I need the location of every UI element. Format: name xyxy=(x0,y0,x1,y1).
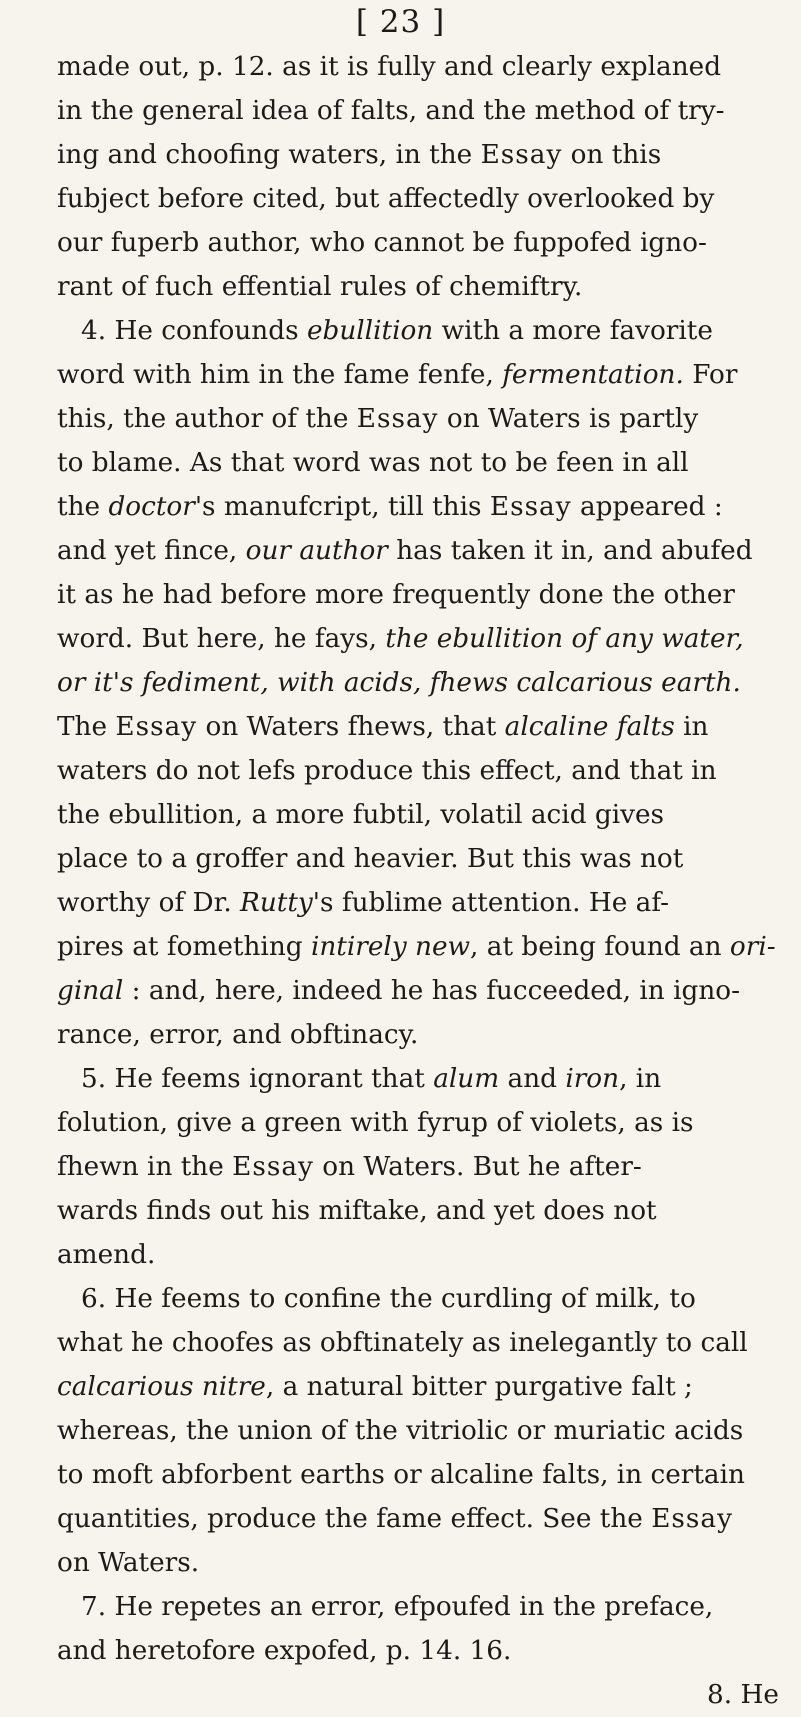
text-span: , a natural bitter purgative falt ; xyxy=(265,1372,693,1402)
text-span: on Waters. But he after- xyxy=(313,1152,642,1182)
italic-text: calcarious nitre xyxy=(57,1372,266,1402)
text-span: pires at fomething xyxy=(57,932,311,962)
text-span: to blame. As that word was not to be feen in all xyxy=(57,448,689,478)
text-span: worthy of Dr. xyxy=(57,888,241,918)
text-line xyxy=(57,89,785,133)
text-span: with a more favorite xyxy=(433,316,713,346)
text-line xyxy=(57,441,785,485)
text-span: the xyxy=(57,492,109,522)
small-caps-text: Essay xyxy=(232,1152,314,1182)
text-line xyxy=(57,1365,785,1409)
page-number: [ 23 ] xyxy=(355,4,446,40)
text-span: The xyxy=(57,712,116,742)
catchword xyxy=(57,1673,785,1717)
text-line xyxy=(57,1541,785,1585)
text-line xyxy=(57,1409,785,1453)
text-span: , in xyxy=(619,1064,662,1094)
text-line xyxy=(57,1189,785,1233)
text-span: in xyxy=(674,712,709,742)
text-line xyxy=(57,1145,785,1189)
text-line xyxy=(57,1101,785,1145)
text-span: in the general idea of falts, and the method of try- xyxy=(57,96,725,126)
text-line xyxy=(57,749,785,793)
text-span: on Waters. xyxy=(57,1548,200,1578)
text-span: and xyxy=(499,1064,566,1094)
italic-text: the ebullition of any water, xyxy=(385,624,744,654)
text-line xyxy=(57,221,785,265)
text-span: folution, give a green with fyrup of violets, as is xyxy=(57,1108,694,1138)
text-span: : and, here, indeed he has fucceeded, in igno- xyxy=(123,976,740,1006)
text-span: made out, p. 12. as it is fully and clearly explaned xyxy=(57,52,722,82)
italic-text: ebullition xyxy=(306,316,434,346)
text-span: it as he had before more frequently done the other xyxy=(57,580,735,610)
text-span: appeared : xyxy=(571,492,723,522)
text-line xyxy=(57,573,785,617)
text-span: and yet fince, xyxy=(57,536,246,566)
text-span: our fuperb author, who cannot be fuppofed igno- xyxy=(57,228,707,258)
italic-text: iron xyxy=(565,1064,620,1094)
italic-text: our author xyxy=(245,536,388,566)
text-span: rant of fuch effential rules of chemiftry. xyxy=(57,272,583,302)
text-span: word. But here, he fays, xyxy=(57,624,386,654)
text-span: wards finds out his miftake, and yet does not xyxy=(57,1196,657,1226)
text-line xyxy=(57,925,785,969)
text-span: , at being found an xyxy=(470,932,730,962)
text-span: quantities, produce the fame effect. See the xyxy=(57,1504,652,1534)
text-span: and heretofore expofed, p. 14. 16. xyxy=(57,1636,512,1666)
text-span: what he choofes as obftinately as inelegantly to call xyxy=(57,1328,748,1358)
italic-text: or it's fediment, with acids, fhews calcarious earth. xyxy=(57,668,741,698)
text-line xyxy=(57,1585,785,1629)
text-span: to moft abforbent earths or alcaline falts, in certain xyxy=(57,1460,745,1490)
text-line xyxy=(57,1233,785,1277)
small-caps-text: Essay xyxy=(115,712,198,742)
text-line xyxy=(57,309,785,353)
text-line xyxy=(57,529,785,573)
text-line xyxy=(57,1629,785,1673)
text-span: 4. He confounds xyxy=(81,316,307,346)
text-line xyxy=(57,969,785,1013)
text-line xyxy=(57,265,785,309)
text-span: has taken it in, and abufed xyxy=(387,536,753,566)
text-line xyxy=(57,133,785,177)
text-span: on Waters is partly xyxy=(438,404,699,434)
text-span: ing and choofing waters, in the xyxy=(57,140,481,170)
text-span: this, the author of the xyxy=(57,404,357,434)
small-caps-text: Essay xyxy=(651,1504,733,1534)
text-span: word with him in the fame fenfe, xyxy=(57,360,503,390)
text-span: on Waters fhews, that xyxy=(197,712,505,742)
italic-text: alum xyxy=(433,1064,500,1094)
text-span: For xyxy=(683,360,738,390)
text-line xyxy=(57,1277,785,1321)
text-line xyxy=(57,353,785,397)
text-span: fhewn in the xyxy=(57,1152,233,1182)
text-line xyxy=(57,1013,785,1057)
text-line xyxy=(57,881,785,925)
text-span: 's manufcript, till this xyxy=(194,492,490,522)
small-caps-text: Essay xyxy=(489,492,572,522)
text-span: 8. He xyxy=(707,1680,779,1710)
text-line xyxy=(57,1057,785,1101)
text-line xyxy=(57,397,785,441)
small-caps-text: Essay xyxy=(356,404,439,434)
text-line xyxy=(57,1321,785,1365)
text-line xyxy=(57,177,785,221)
text-span: amend. xyxy=(57,1240,156,1270)
small-caps-text: Essay xyxy=(480,140,563,170)
text-span: place to a groffer and heavier. But this was not xyxy=(57,844,684,874)
text-line xyxy=(57,793,785,837)
italic-text: fermentation. xyxy=(502,360,684,390)
text-line xyxy=(57,617,785,661)
text-span: on this xyxy=(562,140,662,170)
italic-text: Rutty xyxy=(240,888,313,918)
text-span: 's fublime attention. He af- xyxy=(312,888,670,918)
text-line xyxy=(57,661,785,705)
text-line xyxy=(57,837,785,881)
italic-text: doctor xyxy=(108,492,195,522)
text-span: rance, error, and obftinacy. xyxy=(57,1020,419,1050)
italic-text: alcaline falts xyxy=(504,712,675,742)
text-span: waters do not lefs produce this effect, and that in xyxy=(57,756,717,786)
text-line xyxy=(57,705,785,749)
text-span: 7. He repetes an error, efpoufed in the preface, xyxy=(81,1592,714,1622)
text-line xyxy=(57,1453,785,1497)
body-text xyxy=(57,45,785,1717)
text-span: whereas, the union of the vitriolic or muriatic acids xyxy=(57,1416,744,1446)
italic-text: ori- xyxy=(729,932,776,962)
text-span: fubject before cited, but affectedly overlooked by xyxy=(57,184,715,214)
italic-text: intirely new xyxy=(310,932,471,962)
text-span: 5. He feems ignorant that xyxy=(81,1064,434,1094)
text-line xyxy=(57,45,785,89)
text-line xyxy=(57,485,785,529)
text-span: 6. He feems to confine the curdling of milk, to xyxy=(81,1284,696,1314)
text-span: the ebullition, a more fubtil, volatil acid gives xyxy=(57,800,665,830)
italic-text: ginal xyxy=(57,976,124,1006)
text-line xyxy=(57,1497,785,1541)
